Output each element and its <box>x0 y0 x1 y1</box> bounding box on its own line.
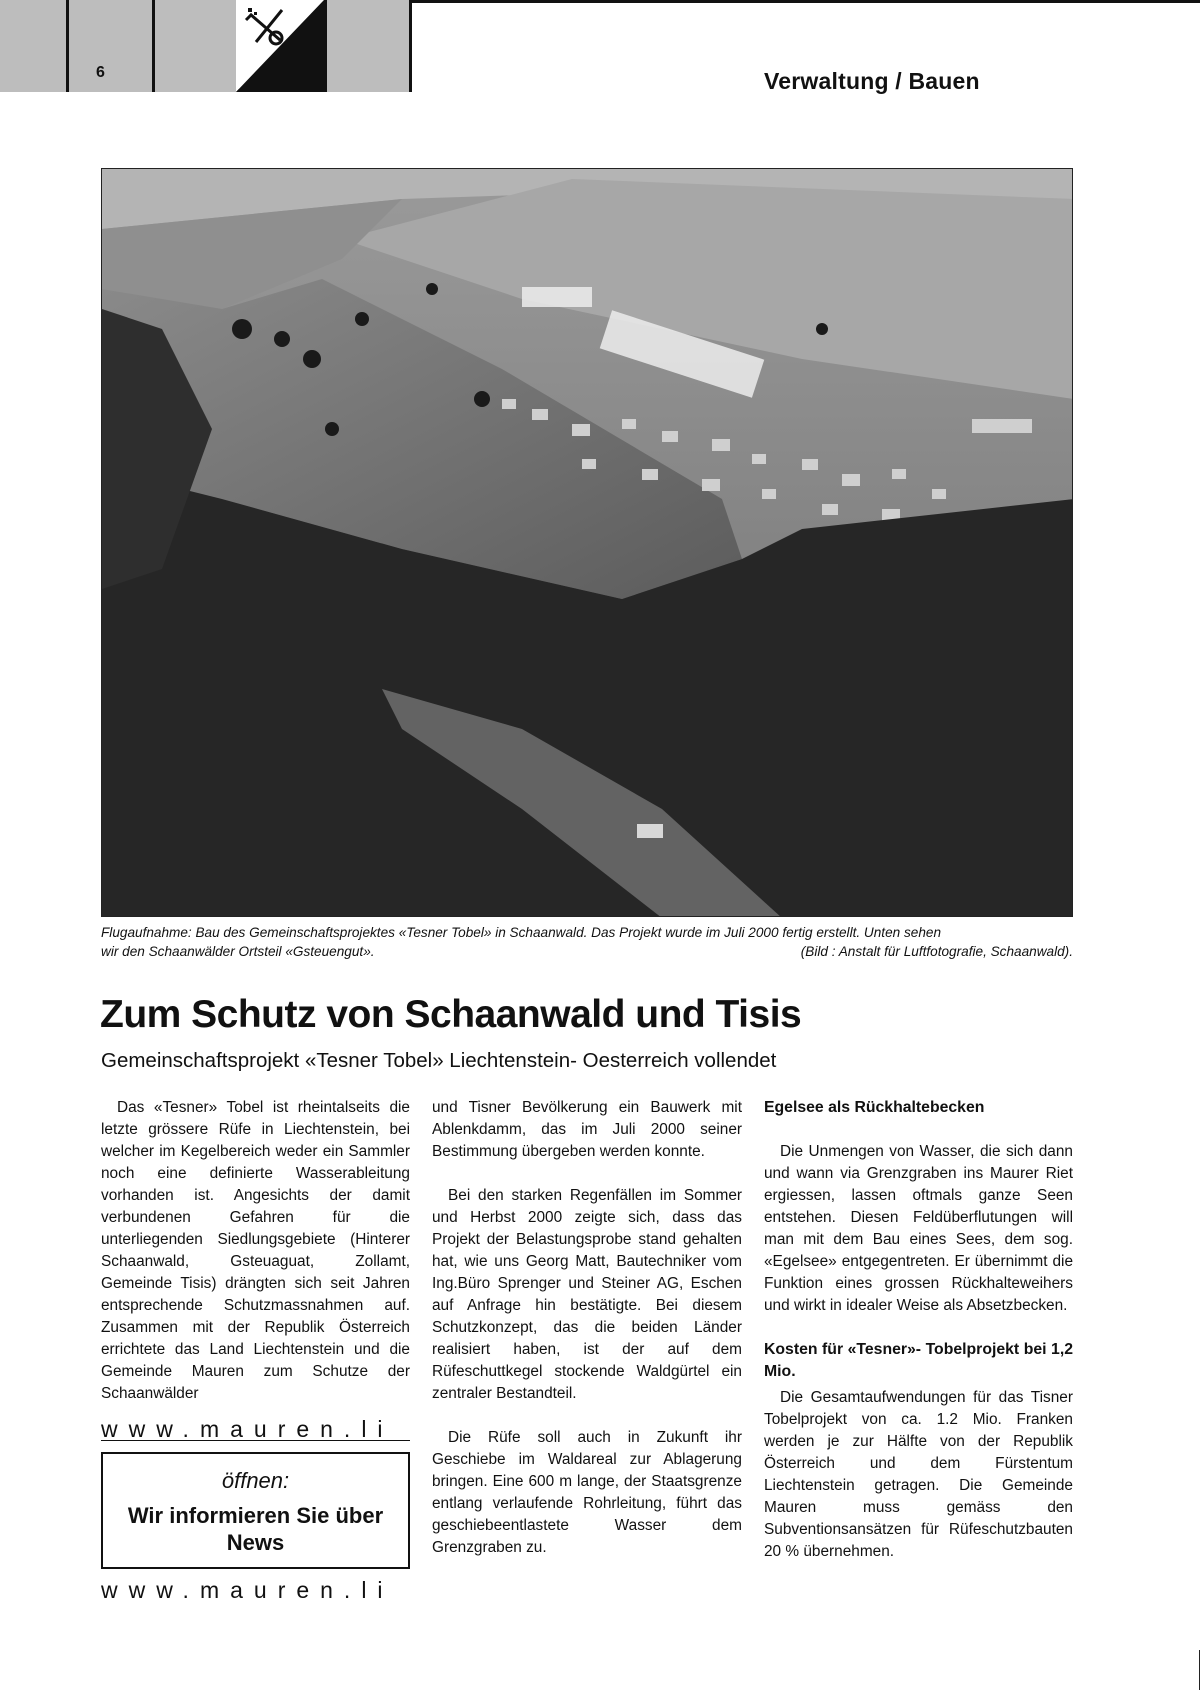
article-paragraph: Die Unmengen von Wasser, die sich dann und wann via Grenzgraben ins Maurer Riet ergiessen, lassen oftmals ganze Seen entstehen. Diesen Feldüberflutungen will man mit dem Bau eines Sees, dem sog. «Egelsee» entgegentreten. Er übernimmt die Funktion eines grossen Rückhalteweihers und wirkt in idealer Weise als Absetzbecken. <box>764 1143 1073 1314</box>
news-main-text: Wir informieren Sie über News <box>127 1503 384 1555</box>
section-subheading: Egelsee als Rückhaltebecken <box>764 1099 985 1116</box>
header-cell-divider <box>152 0 155 92</box>
caption-line: wir den Schaanwälder Ortsteil «Gsteuengut». <box>101 944 375 959</box>
header-cell-divider <box>66 0 69 92</box>
article-paragraph: Bei den starken Regenfällen im Sommer und Herbst 2000 zeigte sich, dass das Projekt der Belastungsprobe stand gehalten hat, wie uns Georg Matt, Bautechniker vom Ing.Büro Sprenger und Steiner AG, Eschen auf Anfrage hin bestätigte. Bei diesem Schutzkonzept, das die beiden Länder realisiert haben, ist der auf dem Rüfeschuttkegel stockende Waldgürtel ein zentraler Bestandteil. <box>432 1187 742 1402</box>
header-bar <box>0 0 412 92</box>
header-rule <box>412 0 1200 3</box>
news-open-label: öffnen: <box>221 1468 290 1493</box>
photo-credit: (Bild : Anstalt für Luftfotografie, Schaanwald). <box>800 944 1073 959</box>
article-paragraph: Die Rüfe soll auch in Zukunft ihr Geschiebe im Waldareal zur Ablagerung bringen. Eine 600 m lange, der Staatsgrenze entlang verlaufende Rohrleitung, führt das geschiebeentlastete Wasser dem Grenzgraben zu. <box>432 1429 742 1556</box>
article-paragraph: und Tisner Bevölkerung ein Bauwerk mit Ablenkdamm, das im Juli 2000 seiner Bestimmung übergeben werden konnte. <box>432 1099 742 1160</box>
article-column-2 <box>432 1097 742 1559</box>
page-number: 6 <box>96 64 105 81</box>
caption-line: Flugaufnahme: Bau des Gemeinschaftsprojektes «Tesner Tobel» in Schaanwald. Das Projekt wurde im Juli 2000 fertig erstellt. Unten sehen <box>101 925 942 940</box>
website-link-bottom[interactable]: www.mauren.li <box>101 1577 394 1603</box>
section-subheading: Kosten für «Tesner»- Tobelprojekt bei 1,2 Mio. <box>764 1341 1073 1380</box>
website-link-top[interactable]: www.mauren.li <box>101 1416 394 1442</box>
article-column-3 <box>764 1097 1073 1563</box>
aerial-photo <box>101 168 1073 917</box>
article-headline: Zum Schutz von Schaanwald und Tisis <box>100 993 802 1036</box>
article-paragraph: Das «Tesner» Tobel ist rheintalseits die letzte grössere Rüfe in Liechtenstein, bei welcher im Kegelbereich weder ein Sammler noch eine definierte Wasserableitung vorhanden ist. Angesichts der damit verbundenen Gefahren für die unterliegenden Siedlungsgebiete (Hinterer Schaanwald, Gsteuaguat, Zollamt, Gemeinde Tisis) drängten sich seit Jahren entsprechende Schutzmassnahmen auf. Zusammen mit der Republik Österreich errichtete das Land Liechtenstein und die Gemeinde Mauren zum Schutze der Schaanwälder <box>101 1099 410 1402</box>
header-cell-divider <box>409 0 412 92</box>
section-title: Verwaltung / Bauen <box>764 68 980 94</box>
header-cell-divider <box>324 0 327 92</box>
news-box[interactable] <box>101 1452 410 1569</box>
crossed-tools-icon <box>236 0 324 92</box>
article-paragraph: Die Gesamtaufwendungen für das Tisner Tobelprojekt von ca. 1.2 Mio. Franken werden je zur Hälfte von der Republik Österreich und dem Fürstentum Liechtenstein getragen. Die Gemeinde Mauren muss gemäss den Subventionsansätzen für Rüfeschutzbauten 20 % übernehmen. <box>764 1389 1073 1560</box>
photo-caption <box>101 923 1073 961</box>
article-column-1 <box>101 1097 410 1405</box>
article-subheadline: Gemeinschaftsprojekt «Tesner Tobel» Liechtenstein- Oesterreich vollendet <box>101 1049 777 1072</box>
